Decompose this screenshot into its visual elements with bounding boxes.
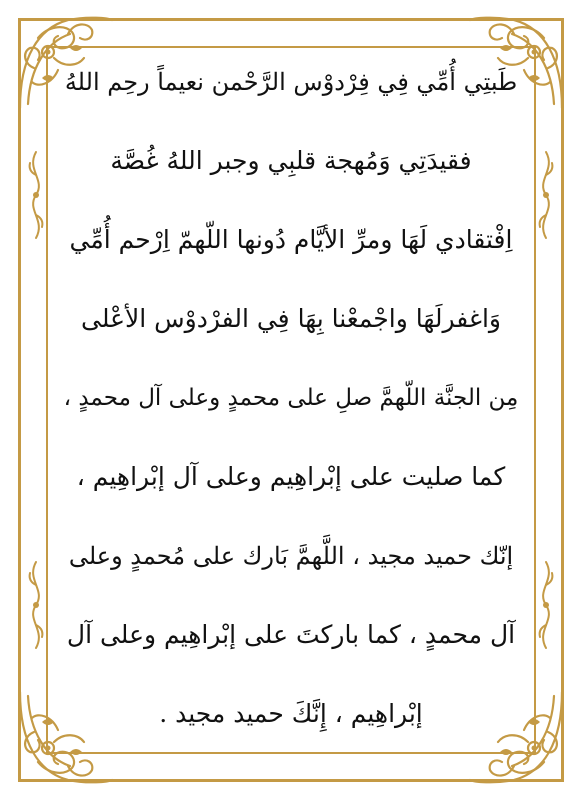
poem-line: طَبتِي أُمِّي فِي فِرْدوْس الرَّحْمن نعيماً رحِم اللهُ: [64, 68, 518, 96]
floral-side-ornament-icon: [22, 150, 50, 240]
poem-text-block: [60, 56, 522, 744]
poem-line: آل محمدٍ ، كما باركتَ على إبْراهِيم وعلى آل: [66, 620, 516, 649]
floral-side-ornament-icon: [532, 560, 560, 650]
poem-line: فقيدَتِي وَمُهجة قلبِي وجبر اللهُ غُصَّة: [110, 146, 472, 175]
poem-line: اِفْتقادي لَهَا ومرِّ الأيَّام دُونها اللّهمّ اِرْحم أُمِّي: [69, 225, 513, 254]
floral-side-ornament-icon: [532, 150, 560, 240]
poem-line: كما صليت على إبْراهِيم وعلى آل إبْراهِيم ،: [76, 462, 506, 491]
floral-side-ornament-icon: [22, 560, 50, 650]
poem-line: إنّك حميد مجيد ، اللَّهمَّ بَارك على مُحمدٍ وعلى: [68, 542, 514, 570]
poem-line: مِن الجنَّة اللّهمَّ صلِ على محمدٍ وعلى آل محمدٍ ،: [63, 385, 519, 411]
poem-line: إبْراهِيم ، إِنَّكَ حميد مجيد .: [159, 699, 423, 728]
poem-line: وَاغفرلَهَا واجْمعْنا بِهَا فِي الفرْدوْس الأعْلى: [80, 304, 502, 333]
